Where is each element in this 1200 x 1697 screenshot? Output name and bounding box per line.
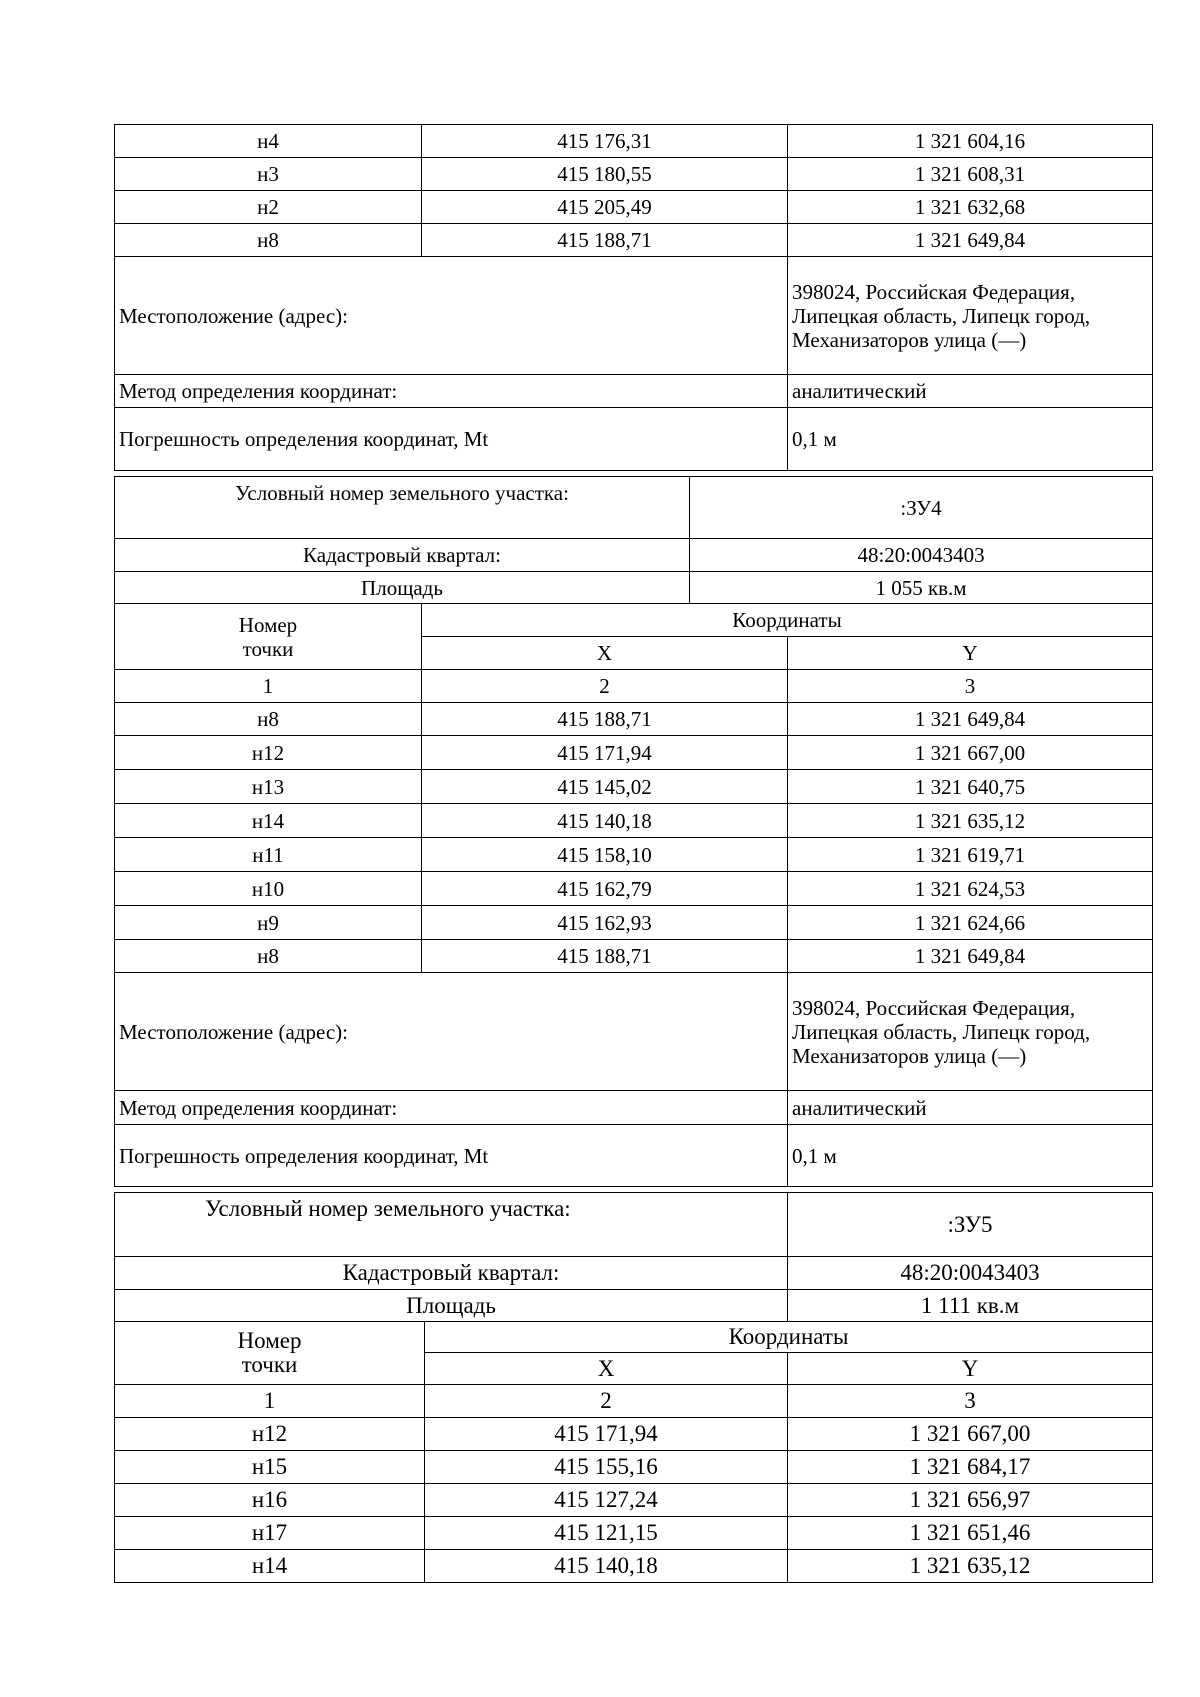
cadastral-quarter-value: 48:20:0043403 (788, 1257, 1153, 1290)
location-line: Липецкая область, Липецк город, (792, 1019, 1091, 1044)
method-label: Метод определения координат: (115, 1091, 788, 1125)
method-row (115, 1091, 1153, 1125)
x-cell: 415 205,49 (422, 191, 788, 224)
accuracy-row (115, 1125, 1153, 1187)
location-line: 398024, Российская Федерация, (792, 279, 1076, 304)
point-cell: н8 (115, 940, 422, 973)
area-row (115, 572, 1153, 604)
y-cell: 1 321 632,68 (788, 191, 1153, 224)
y-cell: 1 321 684,17 (788, 1451, 1153, 1484)
column-number: 3 (788, 670, 1153, 703)
header-line: Номер (238, 612, 298, 637)
location-line: Механизаторов улица (—) (792, 1043, 1027, 1068)
table-row (115, 224, 1153, 257)
cadastral-quarter-row (115, 539, 1153, 572)
x-cell: 415 127,24 (425, 1484, 788, 1517)
location-value (788, 973, 1153, 1091)
parcel-number-value: :ЗУ4 (690, 477, 1153, 539)
point-cell: н16 (115, 1484, 425, 1517)
x-cell: 415 171,94 (422, 736, 788, 770)
x-cell: 415 171,94 (425, 1418, 788, 1451)
point-cell: н12 (115, 736, 422, 770)
parcel-number-label: Условный номер земельного участка: (115, 477, 690, 539)
header-row (115, 604, 1153, 637)
point-cell: н17 (115, 1517, 425, 1550)
y-cell: 1 321 635,12 (788, 1550, 1153, 1583)
parcel-zu5-table (114, 1192, 1153, 1583)
y-cell: 1 321 649,84 (788, 224, 1153, 257)
area-label: Площадь (115, 1290, 788, 1322)
y-header: Y (788, 1353, 1153, 1385)
x-cell: 415 188,71 (422, 224, 788, 257)
accuracy-row (115, 408, 1153, 471)
x-header: X (425, 1353, 788, 1385)
x-cell: 415 121,15 (425, 1517, 788, 1550)
table-row (115, 736, 1153, 770)
method-value: аналитический (788, 375, 1153, 408)
table-row (115, 872, 1153, 906)
header-row (115, 1322, 1153, 1353)
y-cell: 1 321 656,97 (788, 1484, 1153, 1517)
column-number: 2 (422, 670, 788, 703)
table-row (115, 1418, 1153, 1451)
accuracy-label: Погрешность определения координат, Mt (115, 1125, 788, 1187)
parcel-number-label (115, 1193, 788, 1257)
point-cell: н8 (115, 703, 422, 736)
coordinates-header: Координаты (422, 604, 1153, 637)
y-cell: 1 321 667,00 (788, 1418, 1153, 1451)
table-row (115, 940, 1153, 973)
table-row (115, 770, 1153, 804)
point-cell: н4 (115, 125, 422, 158)
x-cell: 415 140,18 (425, 1550, 788, 1583)
x-cell: 415 188,71 (422, 940, 788, 973)
parcel-number-value: :ЗУ5 (788, 1193, 1153, 1257)
y-header: Y (788, 637, 1153, 670)
x-cell: 415 176,31 (422, 125, 788, 158)
column-number: 1 (115, 670, 422, 703)
area-value: 1 111 кв.м (788, 1290, 1153, 1322)
header-line: точки (241, 1352, 298, 1377)
accuracy-label: Погрешность определения координат, Mt (115, 408, 788, 471)
point-cell: н11 (115, 838, 422, 872)
location-label: Местоположение (адрес): (115, 973, 788, 1091)
point-cell: н15 (115, 1451, 425, 1484)
location-line: 398024, Российская Федерация, (792, 995, 1076, 1020)
point-cell: н3 (115, 158, 422, 191)
y-cell: 1 321 635,12 (788, 804, 1153, 838)
point-cell: н2 (115, 191, 422, 224)
cadastral-quarter-row (115, 1257, 1153, 1290)
table-row (115, 906, 1153, 940)
area-label: Площадь (115, 572, 690, 604)
cadastral-quarter-value: 48:20:0043403 (690, 539, 1153, 572)
table-row (115, 125, 1153, 158)
point-number-header (115, 1322, 425, 1385)
coordinates-header: Координаты (425, 1322, 1153, 1353)
header-line: Номер (237, 1328, 302, 1353)
table-row (115, 703, 1153, 736)
x-cell: 415 162,93 (422, 906, 788, 940)
location-line: Липецкая область, Липецк город, (792, 303, 1091, 328)
parcel-number-row (115, 1193, 1153, 1257)
accuracy-value: 0,1 м (788, 1125, 1153, 1187)
column-number: 2 (425, 1385, 788, 1418)
column-number: 1 (115, 1385, 425, 1418)
y-cell: 1 321 649,84 (788, 940, 1153, 973)
cadastral-quarter-label: Кадастровый квартал: (115, 1257, 788, 1290)
column-number: 3 (788, 1385, 1153, 1418)
method-label: Метод определения координат: (115, 375, 788, 408)
method-row (115, 375, 1153, 408)
x-cell: 415 155,16 (425, 1451, 788, 1484)
point-cell: н14 (115, 804, 422, 838)
table-row (115, 838, 1153, 872)
y-cell: 1 321 649,84 (788, 703, 1153, 736)
y-cell: 1 321 624,53 (788, 872, 1153, 906)
y-cell: 1 321 624,66 (788, 906, 1153, 940)
point-cell: н9 (115, 906, 422, 940)
location-value (788, 257, 1153, 375)
x-header: X (422, 637, 788, 670)
x-cell: 415 158,10 (422, 838, 788, 872)
area-value: 1 055 кв.м (690, 572, 1153, 604)
point-cell: н13 (115, 770, 422, 804)
parcel-number-label-text: Условный номер земельного участка: (205, 1196, 571, 1221)
table-row (115, 1484, 1153, 1517)
y-cell: 1 321 667,00 (788, 736, 1153, 770)
location-line: Механизаторов улица (—) (792, 327, 1027, 352)
table-row (115, 1451, 1153, 1484)
parcel-number-row (115, 477, 1153, 539)
area-row (115, 1290, 1153, 1322)
table-row (115, 191, 1153, 224)
point-cell: н8 (115, 224, 422, 257)
table-row (115, 158, 1153, 191)
continuation-table (114, 124, 1153, 471)
y-cell: 1 321 608,31 (788, 158, 1153, 191)
x-cell: 415 162,79 (422, 872, 788, 906)
parcel-zu4-table (114, 476, 1153, 1187)
table-row (115, 804, 1153, 838)
accuracy-value: 0,1 м (788, 408, 1153, 471)
point-cell: н10 (115, 872, 422, 906)
column-number-row (115, 1385, 1153, 1418)
cadastral-quarter-label: Кадастровый квартал: (115, 539, 690, 572)
header-line: точки (242, 636, 294, 661)
table-row (115, 1517, 1153, 1550)
x-cell: 415 180,55 (422, 158, 788, 191)
x-cell: 415 145,02 (422, 770, 788, 804)
x-cell: 415 188,71 (422, 703, 788, 736)
point-cell: н12 (115, 1418, 425, 1451)
location-row (115, 973, 1153, 1091)
method-value: аналитический (788, 1091, 1153, 1125)
table-row (115, 1550, 1153, 1583)
y-cell: 1 321 604,16 (788, 125, 1153, 158)
location-label: Местоположение (адрес): (115, 257, 788, 375)
y-cell: 1 321 640,75 (788, 770, 1153, 804)
location-row (115, 257, 1153, 375)
x-cell: 415 140,18 (422, 804, 788, 838)
y-cell: 1 321 651,46 (788, 1517, 1153, 1550)
point-number-header (115, 604, 422, 670)
point-cell: н14 (115, 1550, 425, 1583)
y-cell: 1 321 619,71 (788, 838, 1153, 872)
column-number-row (115, 670, 1153, 703)
